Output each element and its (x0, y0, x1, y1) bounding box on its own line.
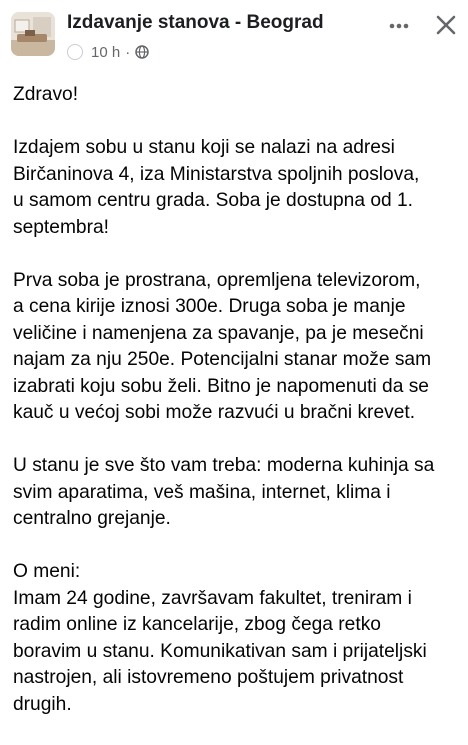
text-line: boravim u stanu. Komunikativan sam i prijateljski (13, 640, 427, 662)
text-line: drugih. (13, 693, 72, 715)
group-avatar-image (11, 12, 55, 56)
globe-icon (135, 45, 149, 59)
text-line: Prva soba je prostrana, opremljena televizorom, (13, 269, 421, 291)
author-avatar[interactable] (67, 44, 83, 60)
text-line: radim online iz kancelarije, zbog čega retko (13, 614, 381, 635)
text-line: Izdajem sobu u stanu koji se nalazi na adresi (13, 137, 395, 158)
post-meta (67, 42, 149, 62)
post-time[interactable]: 10 h (91, 43, 121, 61)
text-line: septembra! (13, 216, 109, 238)
text-line: kauč u većoj sobi može razvući u bračni krevet. (13, 402, 416, 423)
text-line: u samom centru grada. Soba je dostupna od 1. (13, 190, 413, 211)
post-paragraph-about-me (13, 559, 461, 718)
text-line: Birčaninova 4, iza Ministarstva spoljnih poslova, (13, 163, 420, 185)
post-paragraph-rooms (13, 268, 461, 427)
text-line: svim aparatima, veš mašina, internet, klima i (13, 481, 391, 503)
post-paragraph-amenities (13, 453, 461, 533)
post-paragraph-location (13, 135, 461, 241)
group-avatar[interactable] (11, 12, 55, 56)
text-line: centralno grejanje. (13, 508, 171, 529)
more-options-icon[interactable] (387, 14, 411, 38)
close-icon[interactable] (435, 14, 457, 36)
text-line: najam za nju 250e. Potencijalni stanar može sam (13, 349, 432, 370)
post-greeting (13, 82, 461, 109)
text-line: Imam 24 godine, završavam fakultet, treniram i (13, 587, 412, 609)
post-header (0, 0, 468, 72)
text-line: U stanu je sve što vam treba: moderna kuhinja sa (13, 455, 435, 476)
text-line: a cena kirije iznosi 300e. Druga soba je manje (13, 296, 406, 317)
post-body (13, 82, 461, 745)
text-line: Zdravo! (13, 84, 79, 105)
group-name[interactable]: Izdavanje stanova - Beograd (67, 12, 324, 33)
text-line: izabrati koju sobu želi. Bitno je napomenuti da se (13, 375, 429, 397)
text-line: veličine i namenjena za spavanje, pa je mesečni (13, 322, 424, 344)
text-line: nastrojen, ali istovremeno poštujem privatnost (13, 667, 404, 688)
meta-separator: · (125, 43, 131, 61)
text-line: O meni: (13, 561, 81, 582)
